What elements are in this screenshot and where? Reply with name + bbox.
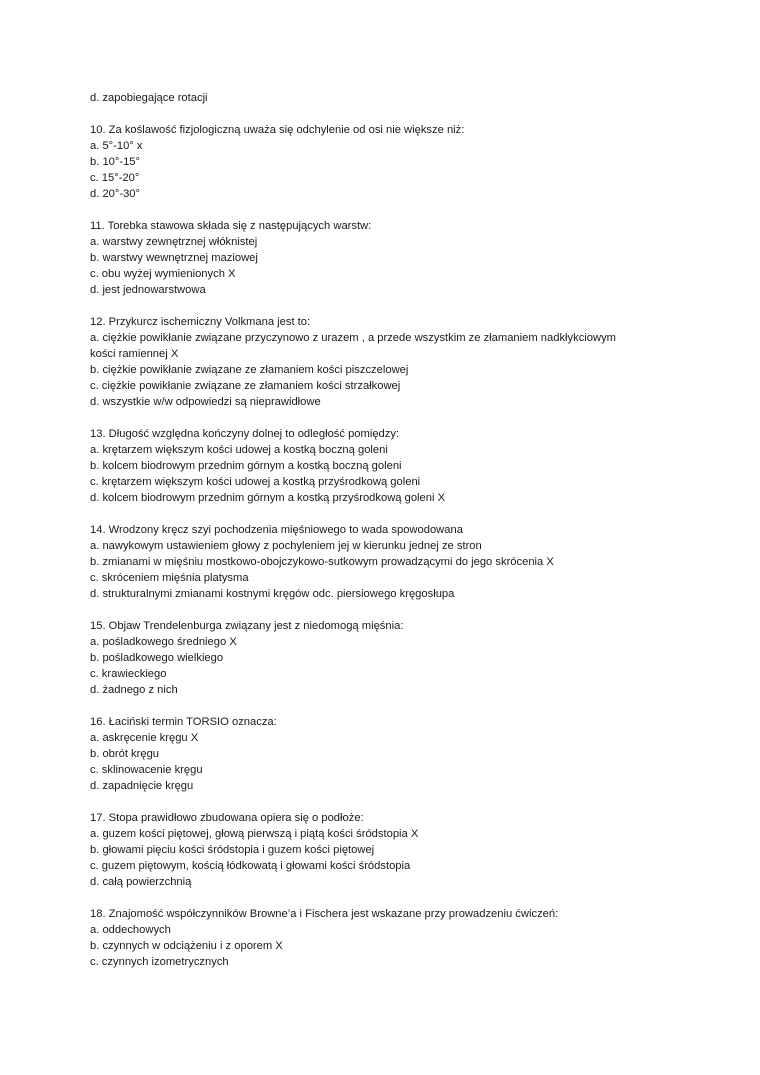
answer-line: c. 15°-20° [90,172,140,184]
answer-line: c. ciężkie powikłanie związane ze złamaniem kości strzałkowej [90,380,401,392]
answer-line-continued: kości ramiennej X [90,348,179,360]
answer-line: a. askręcenie kręgu X [90,732,199,744]
blank-line [90,794,680,810]
answer-line: d. wszystkie w/w odpowiedzi są nieprawidłowe [90,396,321,408]
question-17: 17. Stopa prawidłowo zbudowana opiera się o podłoże: [90,812,364,824]
blank-line [90,698,680,714]
answer-line: b. 10°-15° [90,156,140,168]
answer-line: c. krętarzem większym kości udowej a kostką przyśrodkową goleni [90,476,421,488]
text-line: d. zapobiegające rotacji [90,92,208,104]
question-13: 13. Długość względna kończyny dolnej to odległość pomiędzy: [90,428,400,440]
answer-line: a. nawykowym ustawieniem głowy z pochyleniem jej w kierunku jednej ze stron [90,540,482,552]
answer-line: c. czynnych izometrycznych [90,956,229,968]
answer-line: a. oddechowych [90,924,171,936]
answer-line: d. żadnego z nich [90,684,178,696]
answer-line: a. guzem kości piętowej, głową pierwszą i piątą kości śródstopia X [90,828,419,840]
answer-line: d. 20°-30° [90,188,140,200]
answer-line: b. kolcem biodrowym przednim górnym a kostką boczną goleni [90,460,402,472]
answer-line: c. obu wyżej wymienionych X [90,268,236,280]
question-14: 14. Wrodzony kręcz szyi pochodzenia mięśniowego to wada spowodowana [90,524,463,536]
answer-line: d. strukturalnymi zmianami kostnymi kręgów odc. piersiowego kręgosłupa [90,588,455,600]
answer-line: d. całą powierzchnią [90,876,192,888]
answer-line: d. jest jednowarstwowa [90,284,206,296]
answer-line: c. sklinowacenie kręgu [90,764,203,776]
answer-line: a. krętarzem większym kości udowej a kostką boczną goleni [90,444,388,456]
answer-line: b. obrót kręgu [90,748,160,760]
blank-line [90,202,680,218]
question-12: 12. Przykurcz ischemiczny Volkmana jest to: [90,316,311,328]
answer-line: b. pośladkowego wielkiego [90,652,224,664]
document-page [90,90,680,970]
answer-line: c. guzem piętowym, kością łódkowatą i głowami kości śródstopia [90,860,411,872]
question-11: 11. Torebka stawowa składa się z następujących warstw: [90,220,372,232]
question-18: 18. Znajomość współczynników Browne’a i Fischera jest wskazane przy prowadzeniu ćwiczeń: [90,908,559,920]
answer-line: a. ciężkie powikłanie związane przyczynowo z urazem , a przede wszystkim ze złamaniem nadkłykciowym [90,332,617,344]
answer-line: c. skróceniem mięśnia platysma [90,572,249,584]
blank-line [90,602,680,618]
answer-line: d. zapadnięcie kręgu [90,780,194,792]
answer-line: d. kolcem biodrowym przednim górnym a kostką przyśrodkową goleni X [90,492,446,504]
blank-line [90,298,680,314]
question-15: 15. Objaw Trendelenburga związany jest z niedomogą mięśnia: [90,620,404,632]
answer-line: b. warstwy wewnętrznej maziowej [90,252,258,264]
answer-line: b. głowami pięciu kości śródstopia i guzem kości piętowej [90,844,375,856]
blank-line [90,106,680,122]
answer-line: b. ciężkie powikłanie związane ze złamaniem kości piszczelowej [90,364,409,376]
blank-line [90,506,680,522]
answer-line: b. czynnych w odciążeniu i z oporem X [90,940,283,952]
question-10: 10. Za koślawość fizjologiczną uważa się odchylenie od osi nie większe niż: [90,124,465,136]
question-16: 16. Łaciński termin TORSIO oznacza: [90,716,277,728]
answer-line: a. 5°-10° x [90,140,143,152]
blank-line [90,890,680,906]
answer-line: c. krawieckiego [90,668,167,680]
answer-line: b. zmianami w mięśniu mostkowo-obojczykowo-sutkowym prowadzącymi do jego skrócenia X [90,556,554,568]
answer-line: a. pośladkowego średniego X [90,636,237,648]
answer-line: a. warstwy zewnętrznej włóknistej [90,236,258,248]
blank-line [90,410,680,426]
